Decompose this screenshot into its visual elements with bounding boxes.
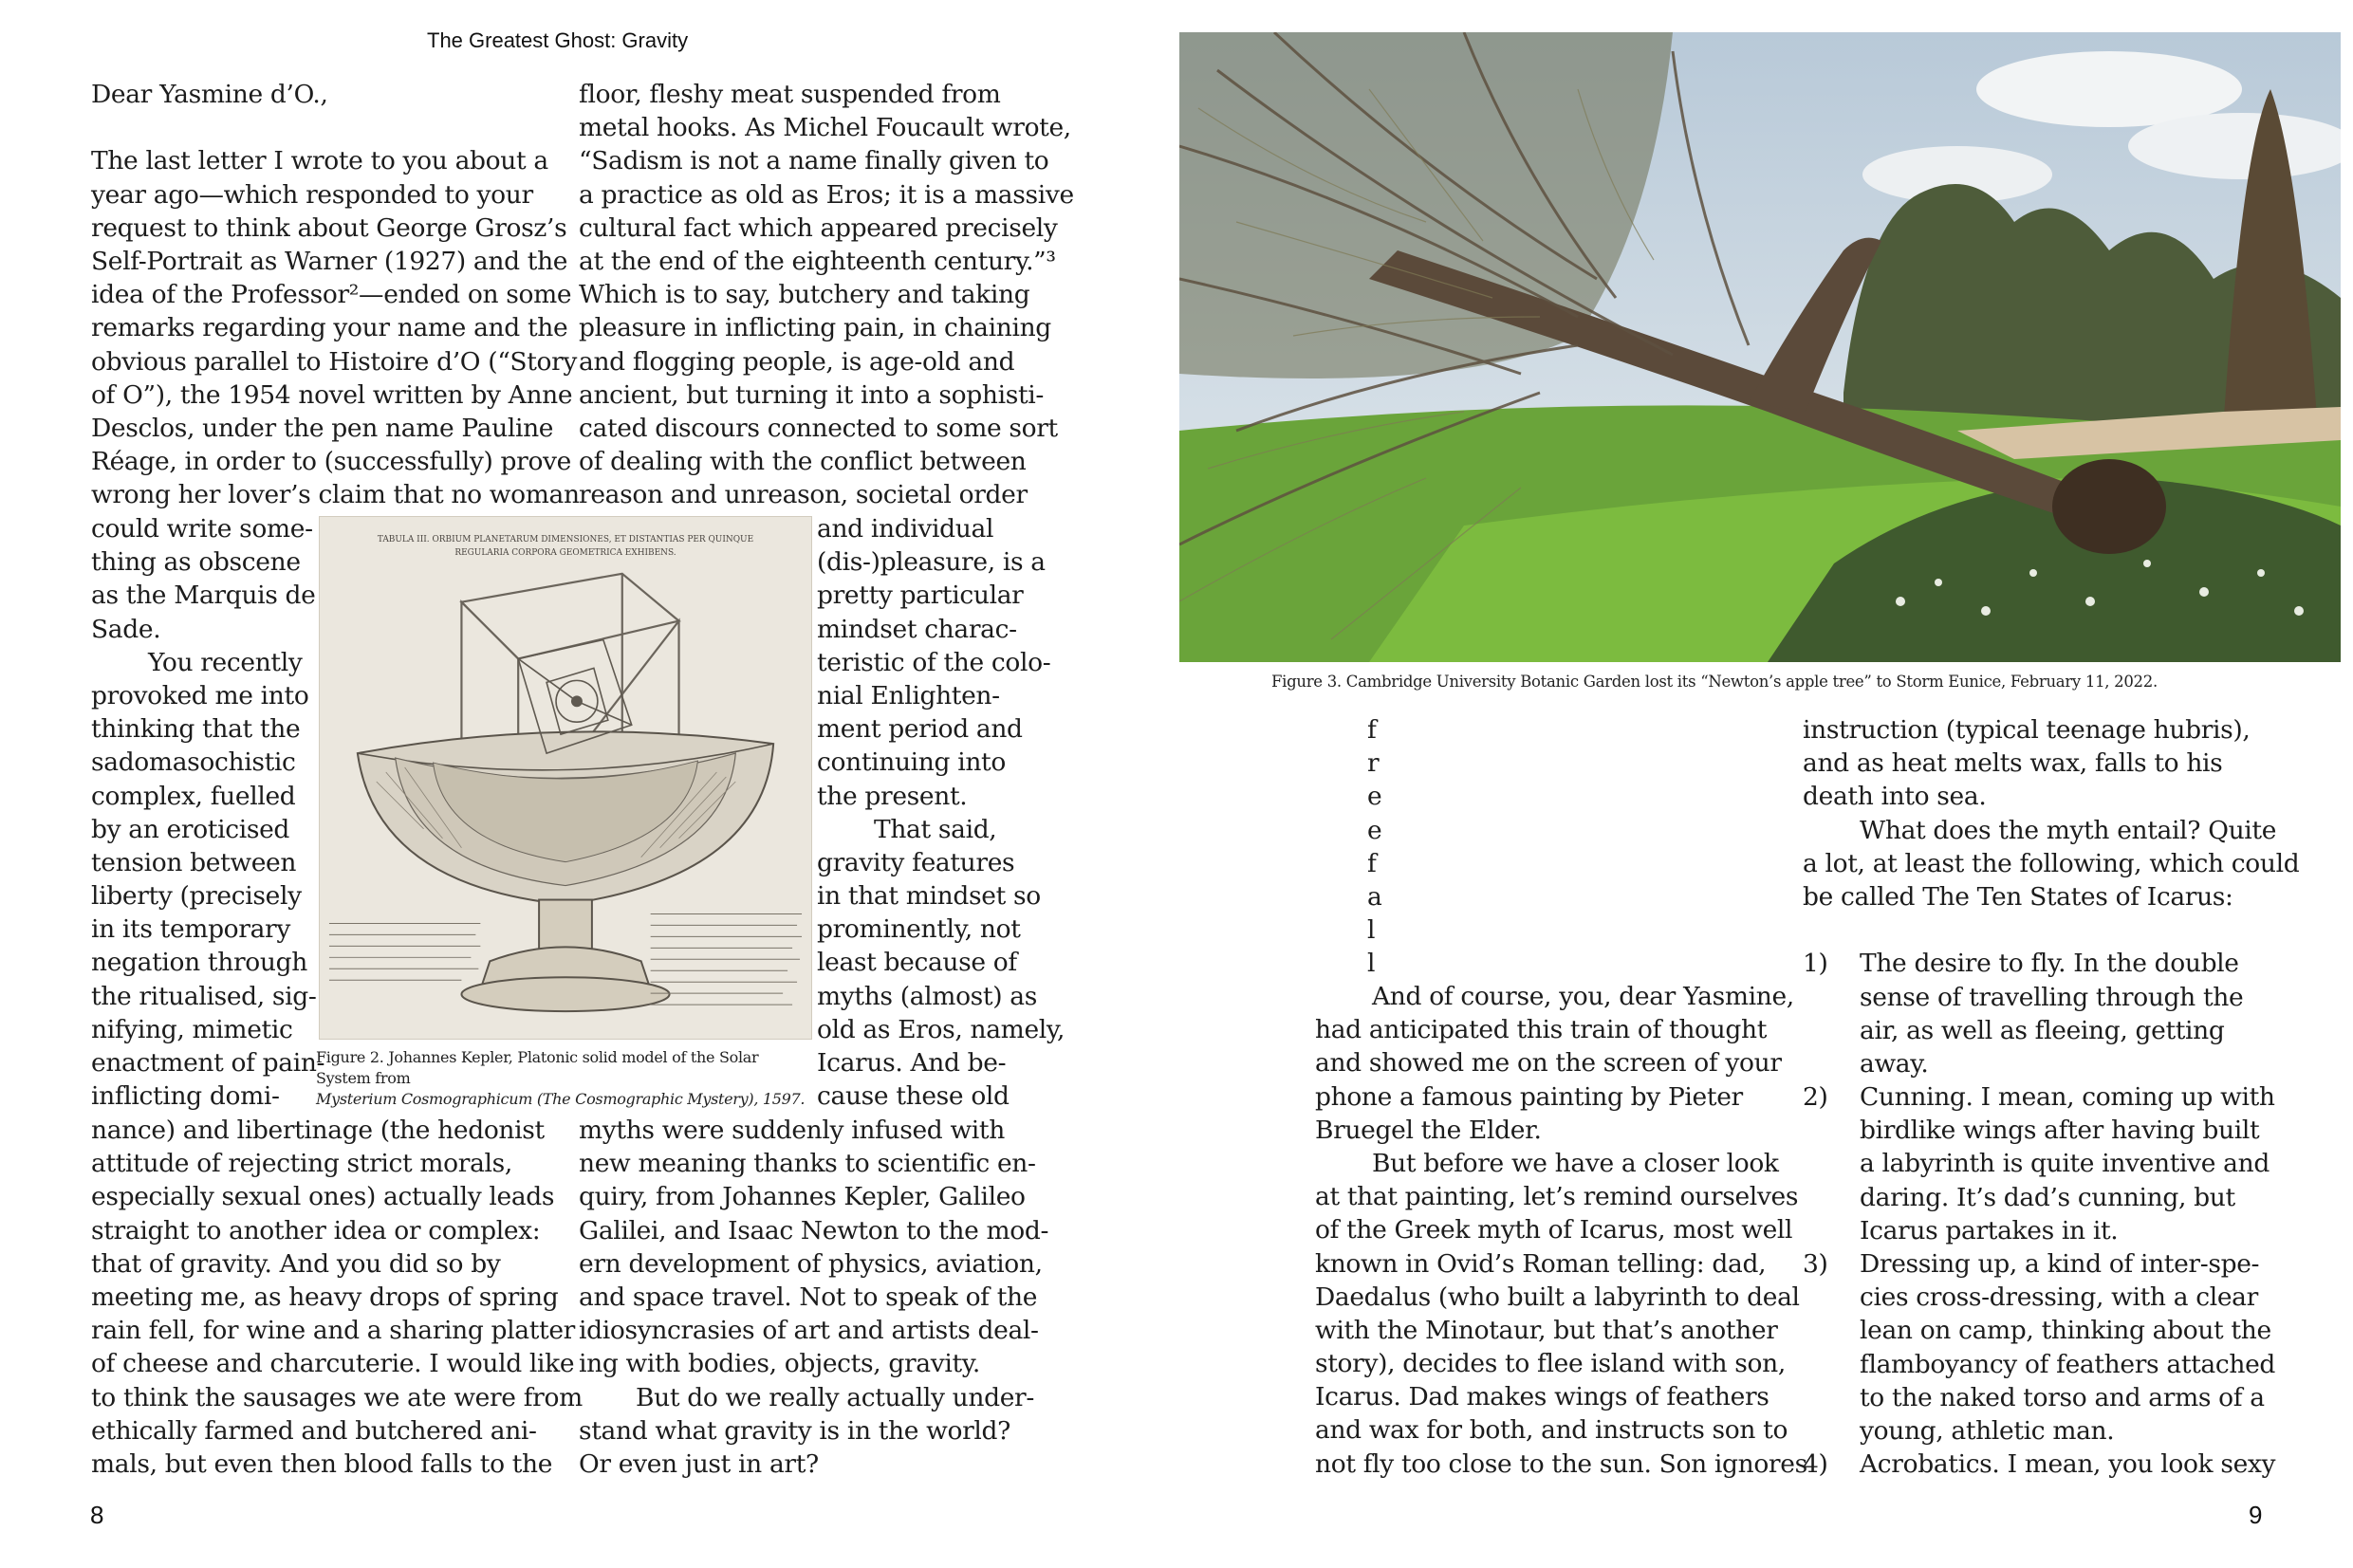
list-number: 2)	[1803, 1082, 1828, 1113]
text-line: Dear Yasmine d’O.,	[91, 80, 328, 109]
left-column-1-bottom	[91, 1114, 583, 1481]
text-line: Icarus. And be-	[817, 1048, 1007, 1078]
text-line: cies cross-dressing, with a clear	[1860, 1282, 2258, 1313]
text-line: cated discours connected to some sort	[579, 413, 1058, 443]
text-line: year ago—which responded to your	[91, 179, 533, 210]
figure-3-caption: Figure 3. Cambridge University Botanic Garden lost its “Newton’s apple tree” to Storm Eunice, February 11, 2022.	[1271, 673, 2158, 691]
letter: e	[1367, 815, 1382, 845]
text-line: myths (almost) as	[817, 981, 1037, 1011]
text-line: nial Enlighten-	[817, 680, 1000, 710]
text-line: of cheese and charcuterie. I would like	[91, 1349, 575, 1379]
text-line: pretty particular	[817, 581, 1024, 611]
text-line: ern development of physics, aviation,	[579, 1248, 1043, 1279]
text-line: provoked me into	[91, 680, 309, 710]
text-line: The last letter I wrote to you about a	[91, 146, 548, 176]
list-item	[1803, 1247, 2296, 1448]
text-line: especially sexual ones) actually leads	[91, 1182, 555, 1212]
text-line: Bruegel the Elder.	[1315, 1115, 1542, 1145]
text-line: the ritualised, sig-	[91, 981, 317, 1011]
text-line: to the naked torso and arms of a	[1860, 1382, 2265, 1412]
text-line: Or even just in art?	[579, 1448, 819, 1479]
text-line: instruction (typical teenage hubris),	[1803, 715, 2251, 745]
text-line: of the Greek myth of Icarus, most well	[1315, 1215, 1793, 1245]
text-line: continuing into	[817, 747, 1006, 778]
text-line: (dis-)pleasure, is a	[817, 547, 1046, 578]
text-line: cultural fact which appeared precisely	[579, 212, 1058, 243]
list-item	[1803, 947, 2296, 1080]
text-line: mals, but even then blood falls to the	[91, 1448, 553, 1479]
left-column-1-top	[91, 78, 580, 511]
running-title: The Greatest Ghost: Gravity	[427, 28, 689, 52]
caption-line: Mysterium Cosmographicum (The Cosmographic Mystery), 1597.	[316, 1090, 806, 1108]
list-number: 1)	[1803, 949, 1828, 979]
text-line: young, athletic man.	[1860, 1415, 2115, 1446]
text-line: “Sadism is not a name finally given to	[579, 146, 1049, 176]
text-line: a practice as old as Eros; it is a massive	[579, 179, 1074, 210]
text-line: ing with bodies, objects, gravity.	[579, 1349, 980, 1379]
list-number: 3)	[1803, 1249, 1828, 1279]
text-line: straight to another idea or complex:	[91, 1215, 541, 1245]
kepler-engraving-drawing	[320, 517, 811, 1039]
text-line: quiry, from Johannes Kepler, Galileo	[579, 1182, 1026, 1212]
text-line: and as heat melts wax, falls to his	[1803, 748, 2223, 779]
text-line: metal hooks. As Michel Foucault wrote,	[579, 113, 1071, 143]
letter: r	[1367, 748, 1380, 779]
text-line: mindset charac-	[817, 614, 1017, 644]
text-line: Self-Portrait as Warner (1927) and the	[91, 246, 568, 276]
text-line: sense of travelling through the	[1860, 982, 2244, 1012]
text-line: birdlike wings after having built	[1860, 1116, 2260, 1146]
text-line: be called The Ten States of Icarus:	[1803, 881, 2233, 912]
text-line	[91, 111, 565, 144]
text-line: a lot, at least the following, which could	[1803, 848, 2300, 878]
text-line: old as Eros, namely,	[817, 1014, 1065, 1044]
right-column-1	[1315, 980, 1807, 1481]
left-column-2-top	[579, 78, 1074, 511]
text-line: phone a famous painting by Pieter	[1315, 1081, 1743, 1112]
text-line: teristic of the colo-	[817, 647, 1051, 677]
text-line: new meaning thanks to scientific en-	[579, 1149, 1036, 1179]
text-line: negation through	[91, 948, 307, 978]
newton-apple-tree-photo	[1179, 32, 2341, 662]
text-line: reason and unreason, societal order	[579, 480, 1028, 510]
page-number-left: 8	[90, 1501, 104, 1529]
list-item	[1803, 1448, 2296, 1481]
right-column-2	[1803, 713, 2300, 1481]
text-line: away.	[1860, 1048, 1929, 1079]
text-line: meeting me, as heavy drops of spring	[91, 1282, 559, 1312]
text-line: What does the myth entail? Quite	[1860, 815, 2277, 845]
text-line: The desire to fly. In the double	[1860, 949, 2239, 979]
engraving-title-1: TABULA III. ORBIUM PLANETARUM DIMENSIONES, ET DISTANTIAS PER QUINQUE	[377, 534, 754, 544]
text-line: as the Marquis de	[91, 581, 316, 611]
text-line: could write some-	[91, 514, 313, 544]
text-line: tension between	[91, 847, 297, 877]
text-line: request to think about George Grosz’s	[91, 212, 567, 243]
text-line: stand what gravity is in the world?	[579, 1415, 1011, 1446]
text-line: Cunning. I mean, coming up with	[1860, 1082, 2275, 1113]
text-line: But do we really actually under-	[636, 1382, 1034, 1412]
text-line: gravity features	[817, 847, 1015, 877]
text-line: Icarus. Dad makes wings of feathers	[1315, 1382, 1769, 1412]
text-line: least because of	[817, 948, 1017, 978]
list-item	[1803, 1080, 2296, 1247]
text-line: wrong her lover’s claim that no woman	[91, 480, 580, 510]
text-line: flamboyancy of feathers attached	[1860, 1349, 2276, 1379]
text-line: prominently, not	[817, 914, 1021, 945]
ten-states-list	[1803, 947, 2296, 1481]
text-line: myths were suddenly infused with	[579, 1116, 1005, 1145]
text-line: Icarus partakes in it.	[1860, 1215, 2119, 1245]
text-line: Galilei, and Isaac Newton to the mod-	[579, 1215, 1049, 1245]
letter: l	[1367, 949, 1376, 979]
text-line: Which is to say, butchery and taking	[579, 280, 1030, 310]
text-line: known in Ovid’s Roman telling: dad,	[1315, 1248, 1767, 1279]
text-line: complex, fuelled	[91, 781, 296, 811]
text-line: sadomasochistic	[91, 747, 296, 778]
text-line: idea of the Professor²—ended on some	[91, 280, 572, 310]
text-line: ment period and	[817, 714, 1023, 745]
engraving-title-2: REGULARIA CORPORA GEOMETRICA EXHIBENS.	[454, 547, 676, 558]
text-line: at that painting, let’s remind ourselves	[1315, 1182, 1799, 1212]
text-line: liberty (precisely	[91, 881, 302, 912]
text-line: Acrobatics. I mean, you look sexy	[1860, 1449, 2276, 1480]
text-line: And of course, you, dear Yasmine,	[1372, 982, 1794, 1011]
text-line: Daedalus (who built a labyrinth to deal	[1315, 1282, 1800, 1312]
list-number: 4)	[1803, 1449, 1828, 1480]
text-line: floor, fleshy meat suspended from	[579, 80, 1001, 109]
text-line: nance) and libertinage (the hedonist	[91, 1116, 545, 1145]
text-line: idiosyncrasies of art and artists deal-	[579, 1316, 1039, 1346]
letter: f	[1367, 715, 1377, 745]
text-line: Desclos, under the pen name Pauline	[91, 413, 554, 443]
text-line: Dressing up, a kind of inter-spe-	[1860, 1249, 2260, 1279]
text-line: But before we have a closer look	[1372, 1148, 1779, 1178]
text-line: lean on camp, thinking about the	[1860, 1316, 2271, 1346]
text-line: cause these old	[817, 1081, 1010, 1112]
text-line: by an eroticised	[91, 814, 290, 844]
left-column-1-narrow	[91, 512, 325, 1113]
letter: f	[1367, 848, 1377, 878]
letter: l	[1367, 915, 1376, 946]
text-line: That said,	[874, 814, 997, 844]
text-line: of dealing with the conflict between	[579, 447, 1027, 477]
text-line: that of gravity. And you did so by	[91, 1248, 501, 1279]
text-line: daring. It’s dad’s cunning, but	[1860, 1182, 2235, 1212]
text-line: with the Minotaur, but that’s another	[1315, 1315, 1778, 1345]
text-line: in its temporary	[91, 914, 290, 945]
text-line: remarks regarding your name and the	[91, 313, 568, 343]
text-line: death into sea.	[1803, 782, 1987, 812]
text-line: had anticipated this train of thought	[1315, 1015, 1767, 1045]
text-line: You recently	[148, 647, 303, 677]
text-line: air, as well as fleeing, getting	[1860, 1015, 2225, 1045]
text-line: attitude of rejecting strict morals,	[91, 1149, 512, 1179]
letter: e	[1367, 782, 1382, 812]
text-line: at the end of the eighteenth century.”³	[579, 246, 1056, 276]
text-line: ethically farmed and butchered ani-	[91, 1415, 537, 1446]
text-line: Sade.	[91, 614, 161, 644]
text-line: nifying, mimetic	[91, 1014, 293, 1044]
text-line: pleasure in inflicting pain, in chaining	[579, 313, 1051, 343]
text-line: not fly too close to the sun. Son ignores	[1315, 1448, 1807, 1479]
text-line: and individual	[817, 514, 994, 544]
caption-line: Figure 2. Johannes Kepler, Platonic solid model of the Solar System from	[316, 1048, 759, 1087]
text-line: obvious parallel to Histoire d’O (“Story	[91, 346, 578, 377]
text-line: Réage, in order to (successfully) prove	[91, 447, 571, 477]
text-line: and flogging people, is age-old and	[579, 346, 1015, 377]
kepler-engraving-image	[319, 516, 812, 1040]
text-line: a labyrinth is quite inventive and	[1860, 1149, 2270, 1179]
letter: a	[1367, 881, 1382, 912]
text-line: enactment of pain-	[91, 1048, 325, 1078]
left-column-2-narrow	[817, 512, 1064, 1113]
text-line: thing as obscene	[91, 547, 301, 578]
text-line: and showed me on the screen of your	[1315, 1048, 1782, 1079]
tree-photo-drawing	[1179, 32, 2341, 662]
text-line: the present.	[817, 781, 968, 811]
text-line: thinking that the	[91, 714, 301, 745]
text-line: and space travel. Not to speak of the	[579, 1282, 1038, 1312]
text-line: inflicting domi-	[91, 1081, 280, 1112]
left-column-2-bottom	[579, 1114, 1063, 1481]
text-line: of O”), the 1954 novel written by Anne	[91, 379, 573, 410]
text-line: to think the sausages we ate were from	[91, 1382, 583, 1412]
page-number-right: 9	[2249, 1501, 2263, 1529]
figure-2-caption	[316, 1047, 809, 1110]
text-line: story), decides to flee island with son,	[1315, 1349, 1786, 1379]
vertical-word-freefall	[1367, 713, 1396, 981]
text-line: ancient, but turning it into a sophisti-	[579, 379, 1044, 410]
text-line: in that mindset so	[817, 881, 1041, 912]
text-line: and wax for both, and instructs son to	[1315, 1415, 1788, 1446]
text-line: rain fell, for wine and a sharing platter	[91, 1316, 575, 1346]
